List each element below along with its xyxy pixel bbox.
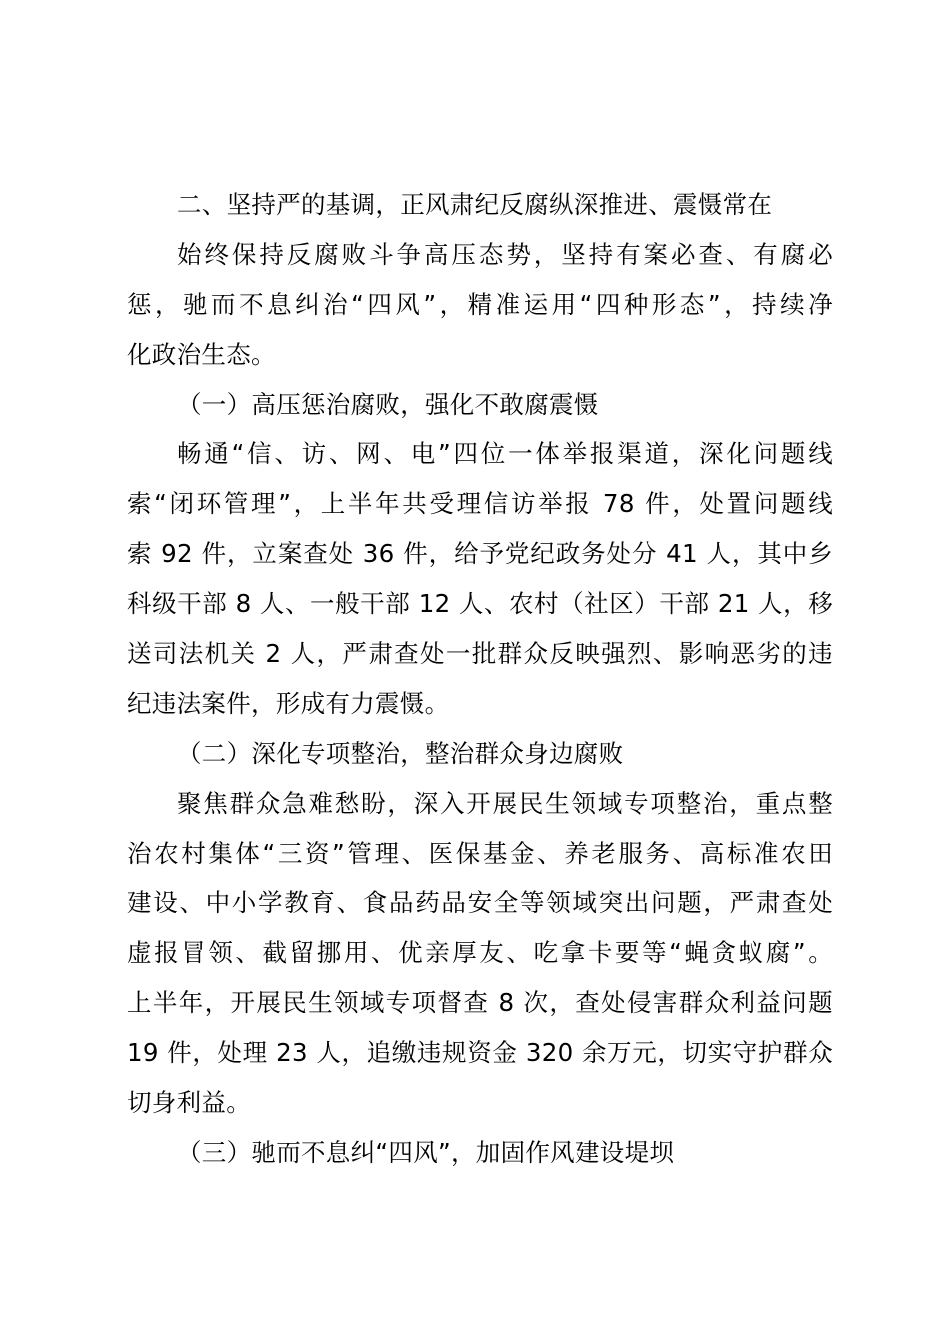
paragraph-intro-line-1: 始终保持反腐败斗争高压态势，坚持有案必查、有腐必 (177, 239, 833, 269)
paragraph-intro-line-2: 惩，驰而不息纠治“四风”，精准运用“四种形态”，持续净 (127, 289, 833, 319)
paragraph-2-line-6: 19 件，处理 23 人，追缴违规资金 320 余万元，切实守护群众 (127, 1038, 833, 1068)
paragraph-1-line-1: 畅通“信、访、网、电”四位一体举报渠道，深化问题线 (177, 439, 833, 469)
subheading-3: （三）驰而不息纠“四风”，加固作风建设堤坝 (177, 1137, 675, 1167)
section-heading-2: 二、坚持严的基调，正风肃纪反腐纵深推进、震慑常在 (177, 190, 773, 219)
paragraph-2-line-2: 治农村集体“三资”管理、医保基金、养老服务、高标准农田 (127, 838, 833, 868)
paragraph-2-line-1: 聚焦群众急难愁盼，深入开展民生领域专项整治，重点整 (177, 788, 833, 818)
paragraph-intro-line-3: 化政治生态。 (127, 339, 276, 369)
subheading-2: （二）深化专项整治，整治群众身边腐败 (177, 738, 624, 768)
paragraph-2-line-3: 建设、中小学教育、食品药品安全等领域突出问题，严肃查处 (127, 888, 833, 918)
document-body (127, 180, 833, 1178)
paragraph-1-line-6: 纪违法案件，形成有力震慑。 (127, 688, 450, 718)
paragraph-1-line-5: 送司法机关 2 人，严肃查处一批群众反映强烈、影响恶劣的违 (127, 639, 833, 669)
paragraph-2-line-4: 虚报冒领、截留挪用、优亲厚友、吃拿卡要等“蝇贪蚁腐”。 (127, 938, 833, 968)
paragraph-2-line-7: 切身利益。 (127, 1088, 251, 1118)
paragraph-1-line-3: 索 92 件，立案查处 36 件，给予党纪政务处分 41 人，其中乡 (127, 539, 833, 569)
subheading-1: （一）高压惩治腐败，强化不敢腐震慑 (177, 389, 599, 419)
paragraph-1-line-4: 科级干部 8 人、一般干部 12 人、农村（社区）干部 21 人，移 (127, 589, 833, 619)
paragraph-1-line-2: 索“闭环管理”，上半年共受理信访举报 78 件，处置问题线 (127, 489, 833, 519)
paragraph-2-line-5: 上半年，开展民生领域专项督查 8 次，查处侵害群众利益问题 (127, 988, 833, 1018)
